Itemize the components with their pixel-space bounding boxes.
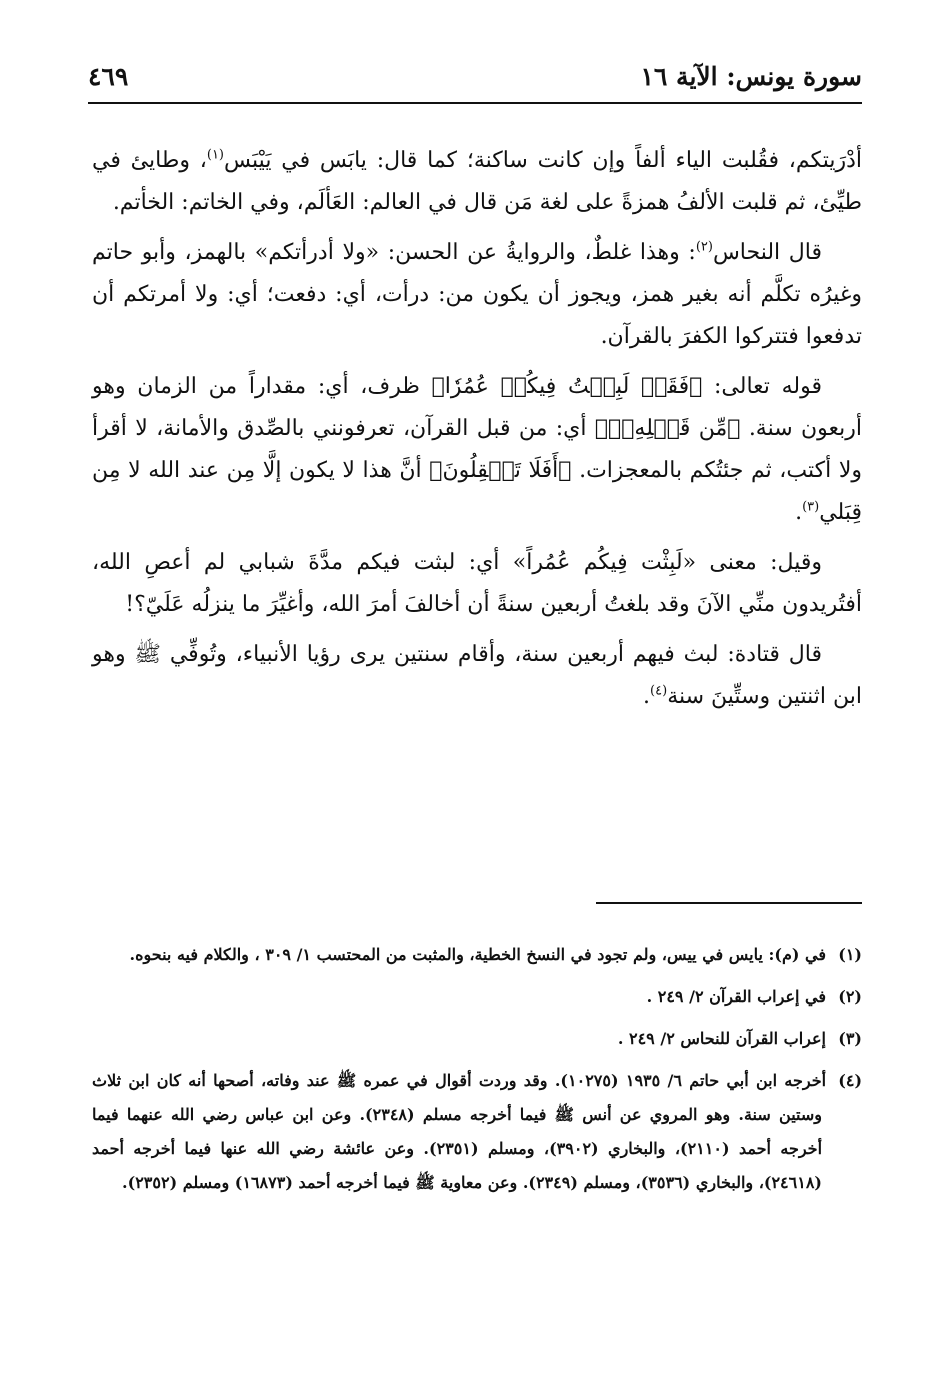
paragraph xyxy=(92,232,862,358)
footnote-ref[interactable]: (٢) xyxy=(695,239,713,255)
page-number: ٤٦٩ xyxy=(88,62,129,91)
paragraph-text: قال قتادة: لبث فيهم أربعين سنة، وأقام سنتين يرى رؤيا الأنبياء، وتُوفِّي ﷺ وهو ابن اثنتين وستِّينَ سنة xyxy=(92,642,862,709)
footnote-ref[interactable]: (٣) xyxy=(802,499,820,515)
footnote-separator xyxy=(596,902,862,904)
footnote-1 xyxy=(92,938,862,972)
footnote-number: (١) xyxy=(838,945,862,964)
footnote-ref[interactable]: (٤) xyxy=(650,683,668,699)
paragraph-text: . xyxy=(795,500,803,525)
footnote-2 xyxy=(92,980,862,1014)
paragraph-text: : وهذا غلطٌ، والروايةُ عن الحسن: «ولا أدرأتكم» بالهمز، وأبو حاتم وغيرُه تكلَّم أنه بغير همز، ويجوز أن يكون من: درأت، أي: دفعت؛ أي: ولا أمرتكم أن تدفعوا فتتركوا الكفرَ بالقرآن. xyxy=(92,240,862,349)
footnote-text: في إعراب القرآن ٢/ ٢٤٩ . xyxy=(646,987,826,1006)
footnote-number: (٢) xyxy=(838,987,862,1006)
footnote-text: أخرجه ابن أبي حاتم ٦/ ١٩٣٥ (١٠٢٧٥). وقد وردت أقوال في عمره ﷺ عند وفاته، أصحها أنه كان ابن ثلاث وستين سنة. وهو المروي عن أنس ﷺ فيما أخرجه مسلم (٢٣٤٨). وعن ابن عباس رضي الله عنهما فيما أخرجه أحمد (٢١١٠)، والبخاري (٣٩٠٢)، ومسلم (٢٣٥١). وعن عائشة رضي الله عنها فيما أخرجه أحمد (٢٤٦١٨)، والبخاري (٣٥٣٦)، ومسلم (٢٣٤٩). وعن معاوية ﷺ فيما أخرجه أحمد (١٦٨٧٣) ومسلم (٢٣٥٢). xyxy=(92,1071,827,1192)
paragraph-text: . xyxy=(643,684,651,709)
paragraph-text: أدْرَيتكم، فقُلبت الياء ألفاً وإن كانت ساكنة؛ كما قال: يابَس في يَيْبَس xyxy=(224,148,862,173)
paragraph xyxy=(92,542,862,626)
header-rule xyxy=(88,102,862,104)
footnote-number: (٤) xyxy=(838,1071,863,1090)
paragraph-text: قال النحاس xyxy=(712,240,822,265)
main-text xyxy=(92,140,862,726)
paragraph xyxy=(92,634,862,718)
footnote-4 xyxy=(92,1064,862,1200)
paragraph xyxy=(92,140,862,224)
paragraph-text: قوله تعالى: ﴿فَقَدۡ لَبِثۡتُ فِيكُمۡ عُمُرٗا﴾ ظرف، أي: مقداراً من الزمان وهو أربعون سنة. ﴿مِّن قَبۡلِهِۦٓ﴾ أي: من قبل القرآن، تعرفونني بالصِّدق والأمانة، لا أقرأ ولا أكتب، ثم جئتُكم بالمعجزات. ﴿أَفَلَا تَعۡقِلُونَ﴾ أنَّ هذا لا يكون إلَّا مِن عند الله لا مِن قِبَلي xyxy=(92,374,862,525)
footnote-number: (٣) xyxy=(838,1029,862,1048)
paragraph-text: ، وطايئ في طيِّئ، ثم قلبت الألفُ همزةً على لغة مَن قال في العالم: العَألَم، وفي الخاتم: الخأتم. xyxy=(92,148,862,215)
footnote-3 xyxy=(92,1022,862,1056)
paragraph xyxy=(92,366,862,534)
footnote-ref[interactable]: (١) xyxy=(206,147,224,163)
footnote-text: إعراب القرآن للنحاس ٢/ ٢٤٩ . xyxy=(617,1029,826,1048)
paragraph-text: وقيل: معنى «لَبِثْت فِيكُم عُمُراً» أي: لبثت فيكم مدَّةَ شبابي لم أعصِ الله، أفتُريدون منِّي الآنَ وقد بلغتُ أربعين سنةً أن أخالفَ أمرَ الله، وأغيِّرَ ما ينزلُه عَلَيّ؟! xyxy=(92,550,862,617)
page-header xyxy=(88,58,862,104)
chapter-title: سورة يونس: الآية ١٦ xyxy=(640,62,862,91)
footnotes xyxy=(92,938,862,1208)
footnote-text: في (م): يايس في ييس، ولم تجود في النسخ الخطية، والمثبت من المحتسب ١/ ٣٠٩ ، والكلام فيه بنحوه. xyxy=(129,945,826,964)
